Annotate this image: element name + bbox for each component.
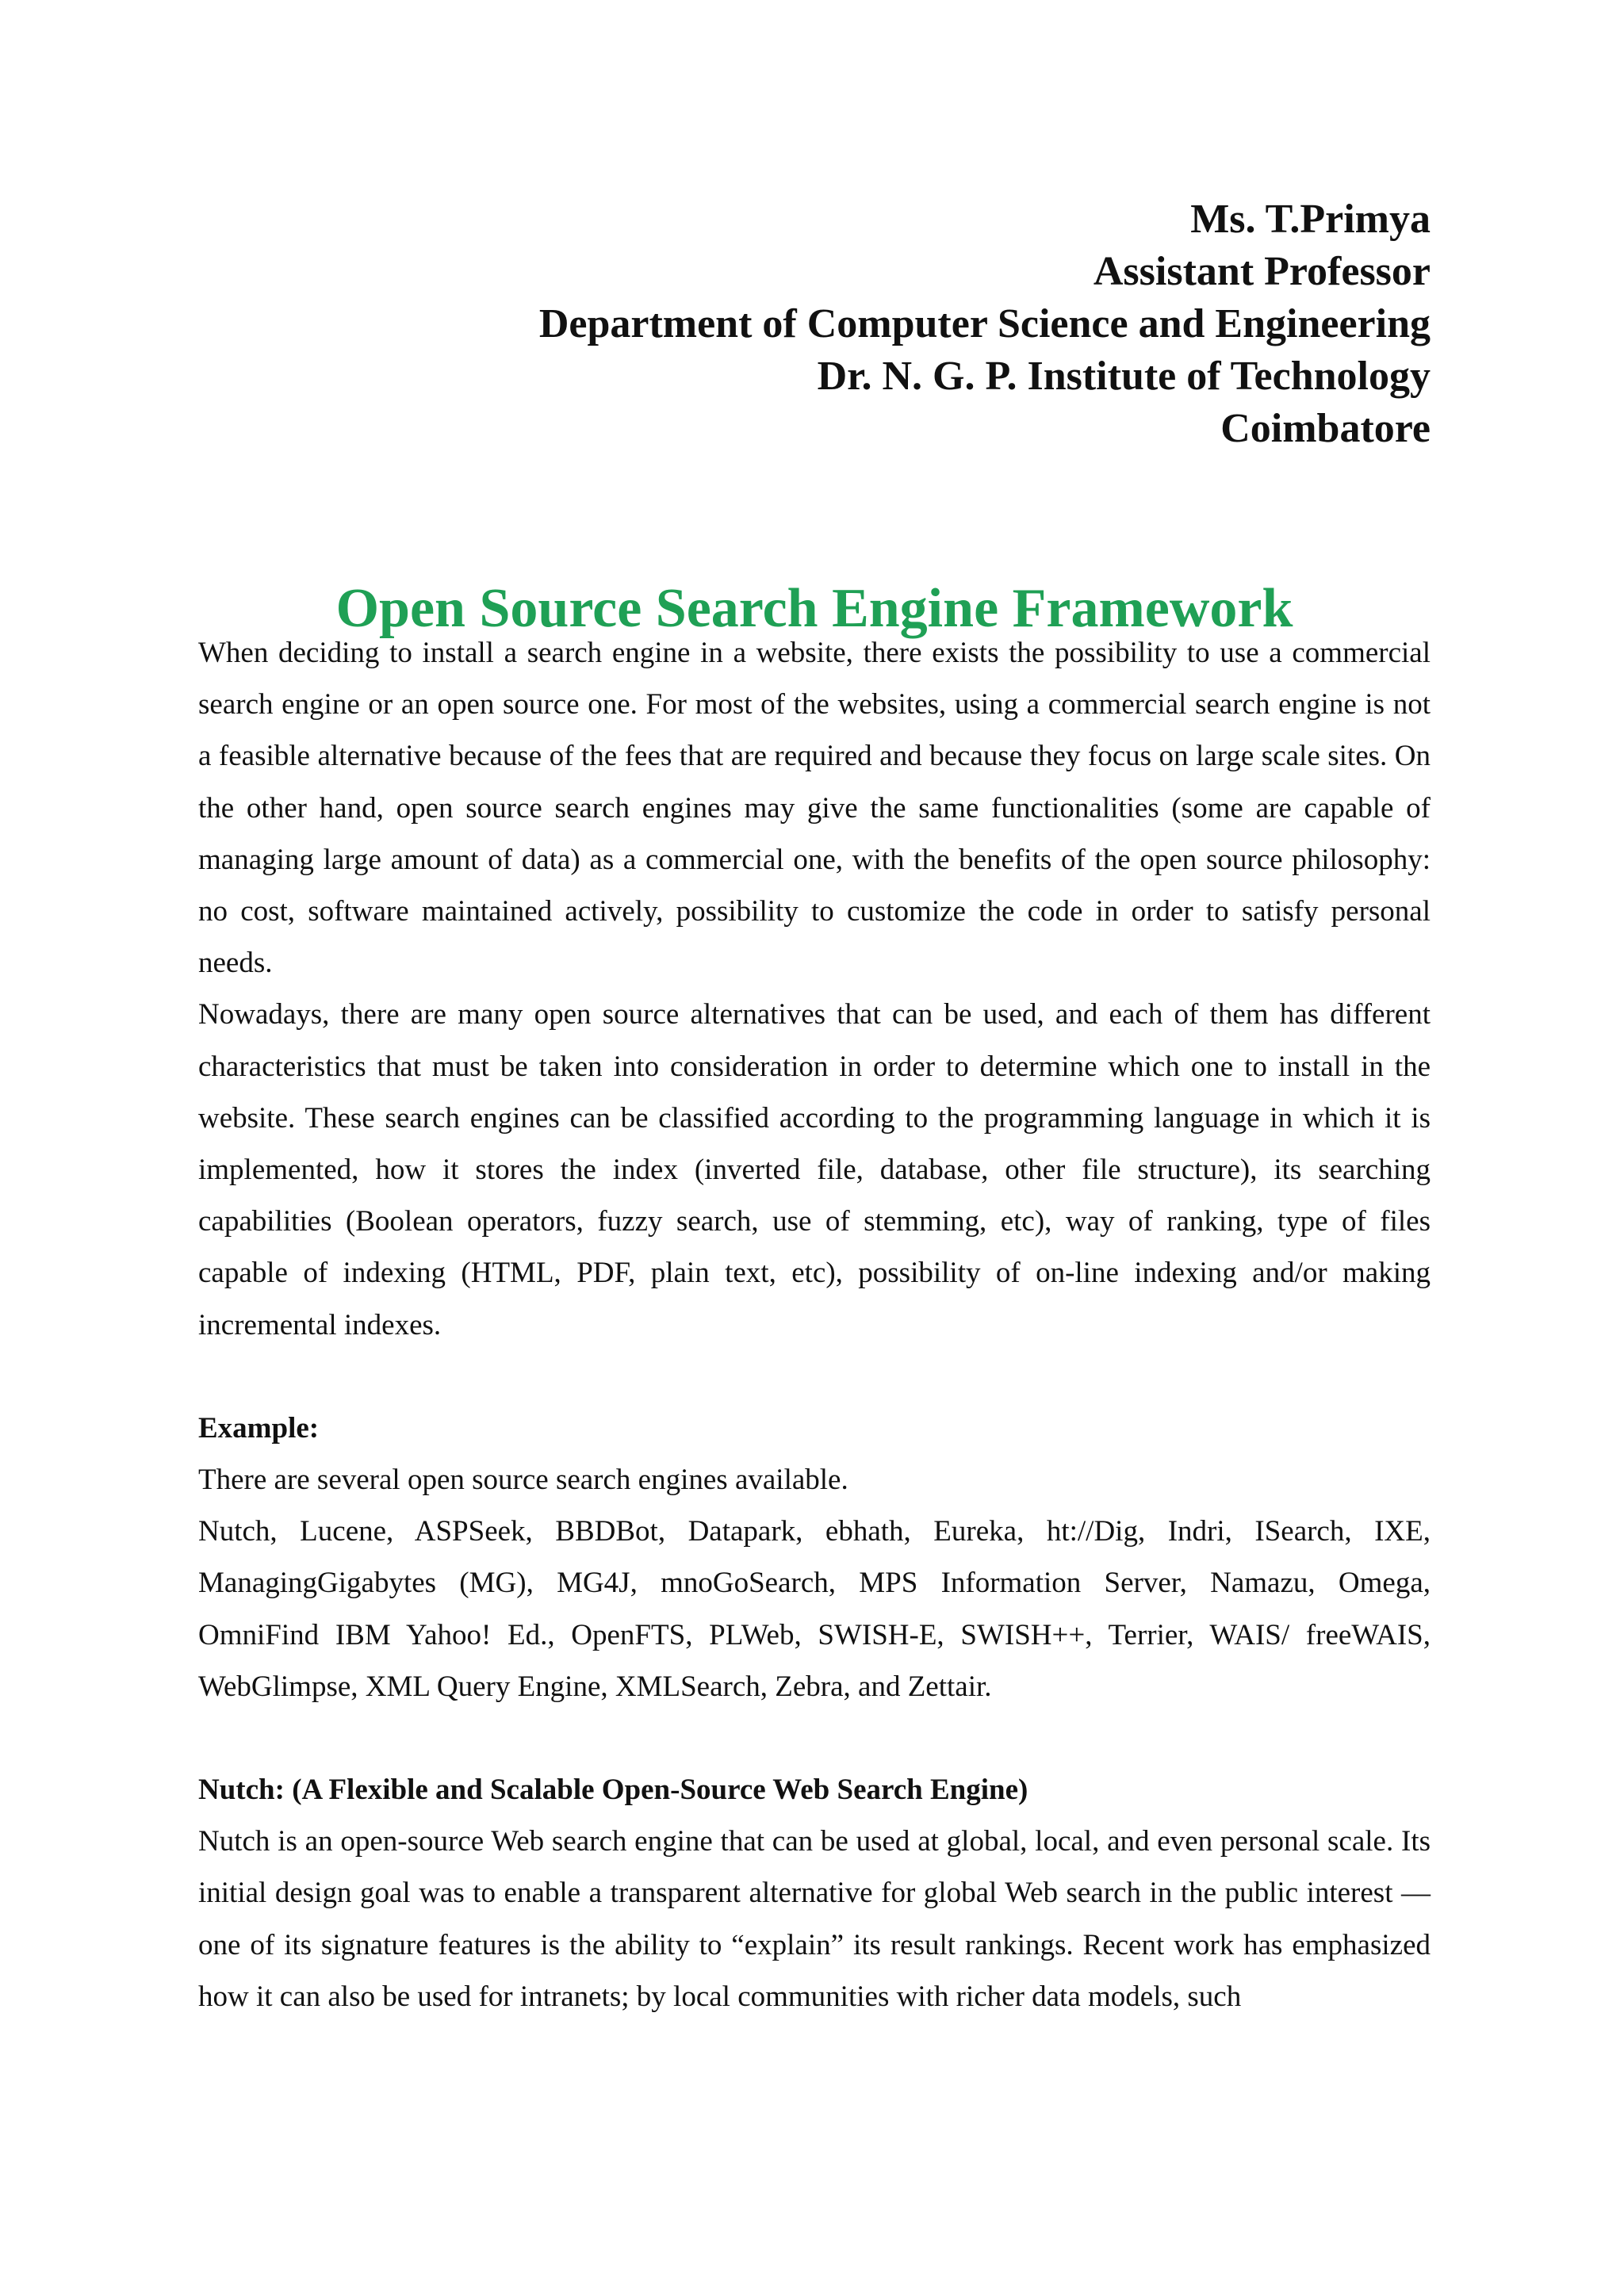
nutch-heading: Nutch: (A Flexible and Scalable Open-Source Web Search Engine) <box>198 1774 1028 1807</box>
author-position: Assistant Professor <box>1093 249 1431 294</box>
example-heading: Example: <box>198 1411 320 1445</box>
author-block <box>162 193 1431 455</box>
author-department: Department of Computer Science and Engineering <box>538 301 1431 346</box>
nutch-paragraph: Nutch is an open-source Web search engine that can be used at global, local, and even personal scale. Its initial design goal was to enable a transparent alternative for global Web search in the public interest — one of its signature features is the ability to “explain” its result rankings. Recent work has emphasized how it can also be used for intranets; by local communities with richer data models, such <box>198 1825 1431 2013</box>
search-engine-list: Nutch, Lucene, ASPSeek, BBDBot, Datapark, ebhath, Eureka, ht://Dig, Indri, ISearch, IXE, ManagingGigabytes (MG), MG4J, mnoGoSearch, MPS Information Server, Namazu, Omega, OmniFind IBM Yahoo! Ed., OpenFTS, PLWeb, SWISH-E, SWISH++, Terrier, WAIS/ freeWAIS, WebGlimpse, XML Query Engine, XMLSearch, Zebra, and Zettair. <box>198 1515 1431 1703</box>
document-body <box>198 627 1431 2022</box>
example-sentence: There are several open source search engines available. <box>198 1464 848 1497</box>
intro-paragraph-1: When deciding to install a search engine in a website, there exists the possibility to use a commercial search engine or an open source one. For most of the websites, using a commercial search engine is not a feasible alternative because of the fees that are required and because they focus on large scale sites. On the other hand, open source search engines may give the same functionalities (some are capable of managing large amount of data) as a commercial one, with the benefits of the open source philosophy: no cost, software maintained actively, possibility to customize the code in order to satisfy personal needs. <box>198 637 1431 980</box>
intro-paragraph-2: Nowadays, there are many open source alternatives that can be used, and each of them has different characteristics that must be taken into consideration in order to determine which one to install in the website. These search engines can be classified according to the programming language in which it is implemented, how it stores the index (inverted file, database, other file structure), its searching capabilities (Boolean operators, fuzzy search, use of stemming, etc), way of ranking, type of files capable of indexing (HTML, PDF, plain text, etc), possibility of on-line indexing and/or making incremental indexes. <box>198 998 1431 1341</box>
author-name: Ms. T.Primya <box>1190 197 1431 242</box>
author-city: Coimbatore <box>1220 406 1431 451</box>
document-title: Open Source Search Engine Framework <box>335 577 1293 639</box>
author-institute: Dr. N. G. P. Institute of Technology <box>817 354 1431 399</box>
